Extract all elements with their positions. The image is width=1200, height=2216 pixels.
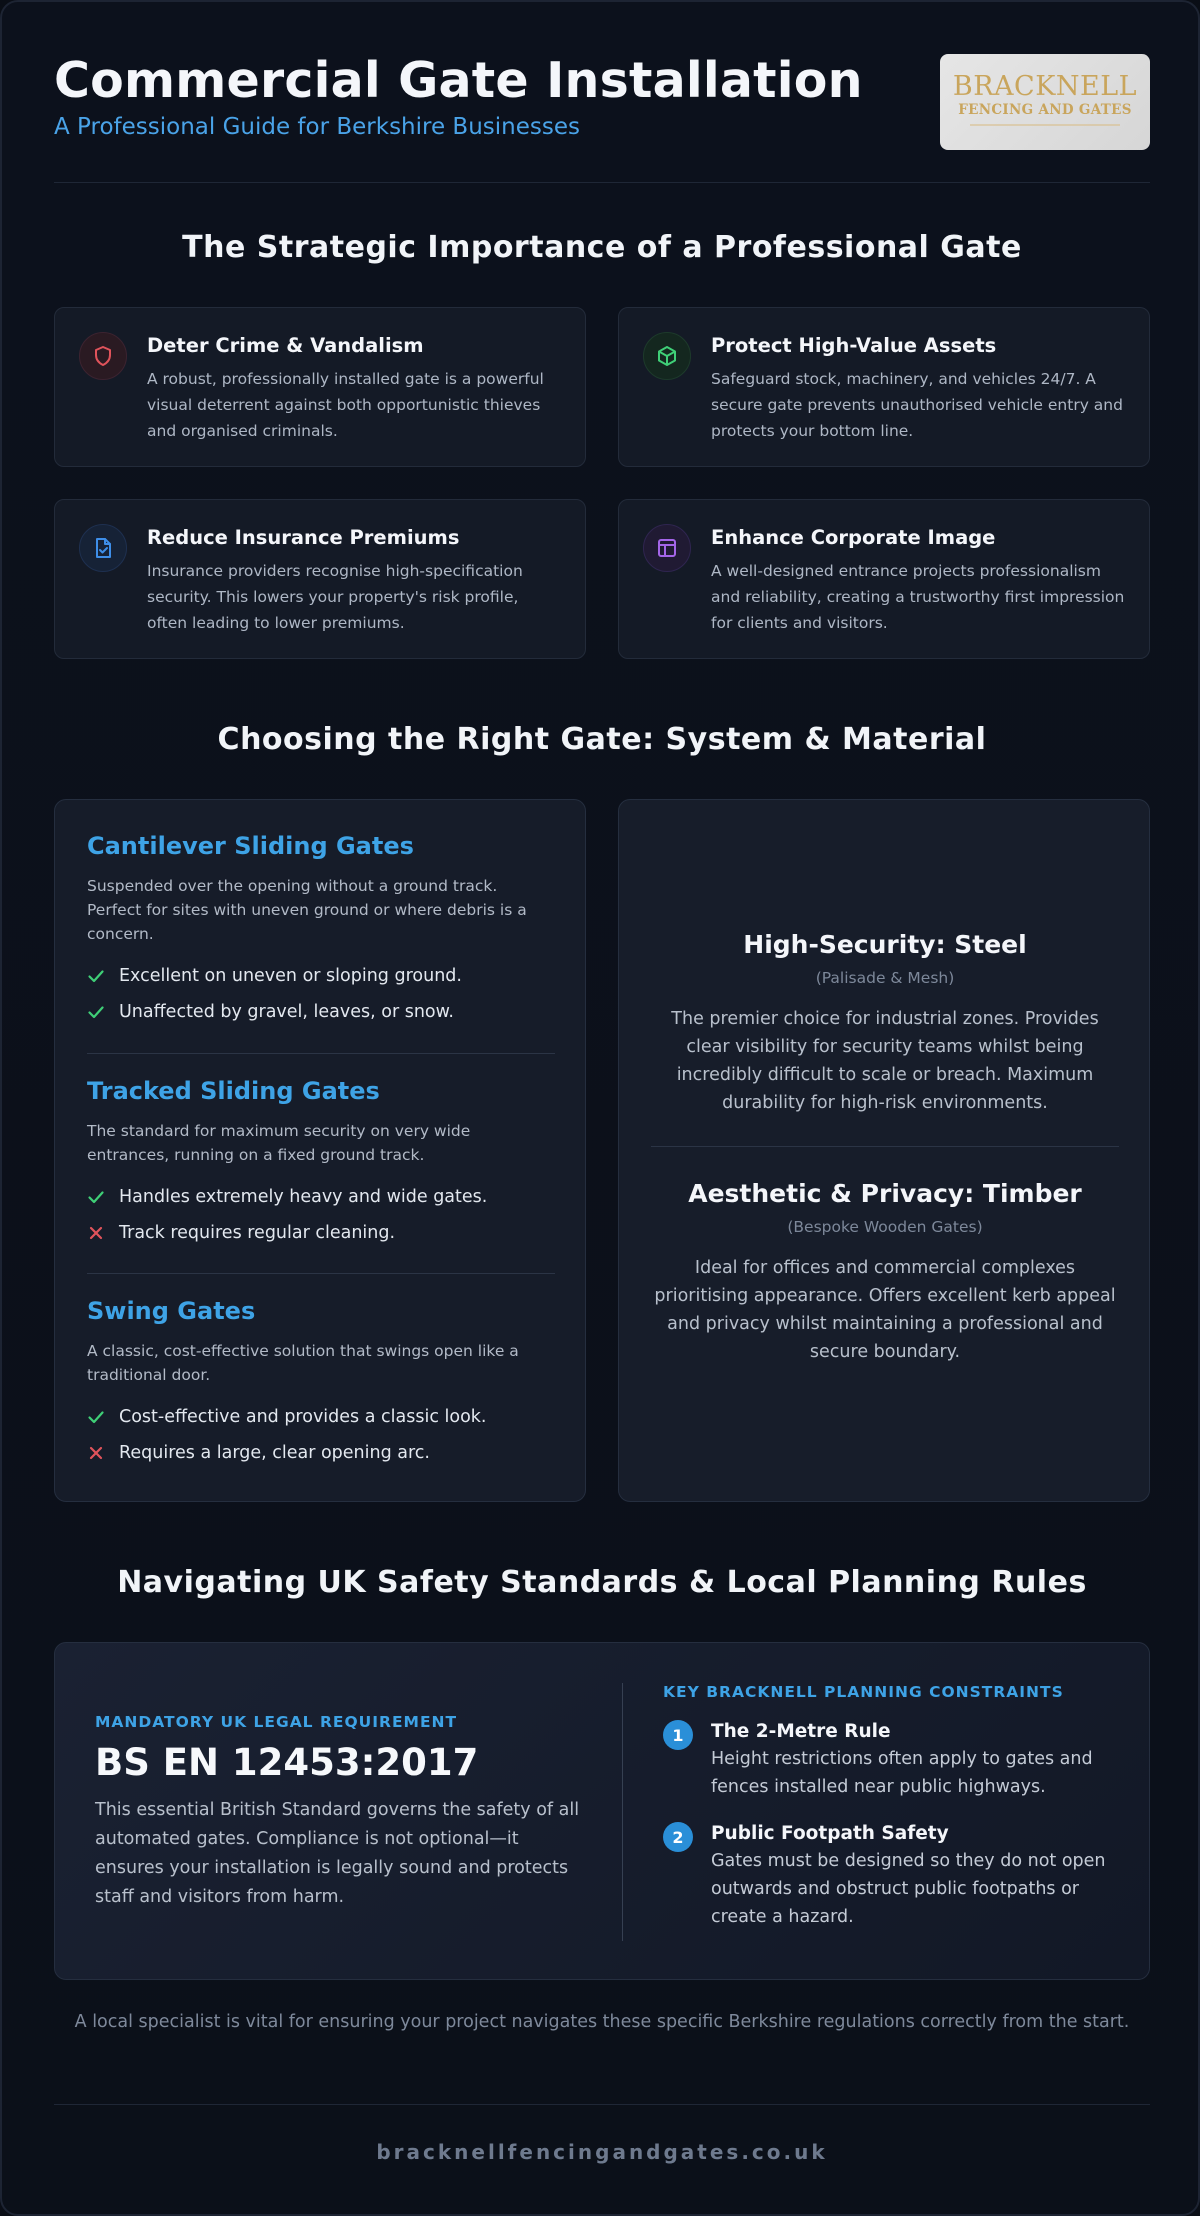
con-point bbox=[87, 1215, 555, 1251]
planning-kicker: KEY BRACKNELL PLANNING CONSTRAINTS bbox=[663, 1683, 1064, 1701]
pro-point bbox=[87, 1179, 555, 1215]
standard-code: BS EN 12453:2017 bbox=[95, 1741, 479, 1784]
rule-text: Height restrictions often apply to gates and fences installed near public highways. bbox=[711, 1749, 1093, 1797]
rule-title: The 2-Metre Rule bbox=[711, 1721, 891, 1742]
system-points bbox=[87, 1399, 555, 1471]
rule-text: Gates must be designed so they do not open outwards and obstruct public footpaths or create a hazard. bbox=[711, 1851, 1106, 1927]
page-title: Commercial Gate Installation bbox=[54, 52, 863, 109]
rule-number-badge: 2 bbox=[663, 1822, 693, 1852]
benefit-text: A robust, professionally installed gate is a powerful visual deterrent against both opportunistic thieves and organised criminals. bbox=[147, 370, 544, 440]
material-title: Aesthetic & Privacy: Timber bbox=[688, 1179, 1082, 1208]
check-icon bbox=[87, 1408, 119, 1426]
benefit-text: A well-designed entrance projects professionalism and reliability, creating a trustworthy first impression for clients and visitors. bbox=[711, 562, 1125, 632]
planning-constraints bbox=[663, 1683, 1123, 1931]
benefit-card-insurance bbox=[54, 499, 586, 659]
footer-website-link[interactable]: bracknellfencingandgates.co.uk bbox=[376, 2140, 828, 2164]
system-description: Suspended over the opening without a ground track. Perfect for sites with uneven ground or where debris is a concern. bbox=[87, 877, 527, 943]
benefit-title: Reduce Insurance Premiums bbox=[147, 526, 460, 549]
system-points bbox=[87, 1179, 555, 1251]
gate-materials-card bbox=[618, 799, 1150, 1502]
point-text: Handles extremely heavy and wide gates. bbox=[119, 1187, 488, 1207]
document-check-icon bbox=[79, 524, 127, 572]
pro-point bbox=[87, 958, 555, 994]
footer-divider bbox=[54, 2104, 1150, 2105]
material-steel bbox=[651, 930, 1119, 1117]
check-icon bbox=[87, 967, 119, 985]
specialist-note: A local specialist is vital for ensuring your project navigates these specific Berkshire regulations correctly from the start. bbox=[74, 2012, 1130, 2032]
point-text: Cost-effective and provides a classic look. bbox=[119, 1407, 487, 1427]
material-subtitle: (Bespoke Wooden Gates) bbox=[787, 1218, 983, 1236]
material-timber bbox=[651, 1179, 1119, 1366]
importance-heading: The Strategic Importance of a Professional Gate bbox=[182, 230, 1022, 265]
shield-icon bbox=[79, 332, 127, 380]
gate-systems-card bbox=[54, 799, 586, 1502]
page-subtitle: A Professional Guide for Berkshire Businesses bbox=[54, 114, 580, 140]
standards-heading: Navigating UK Safety Standards & Local Planning Rules bbox=[117, 1565, 1087, 1600]
benefit-title: Deter Crime & Vandalism bbox=[147, 334, 424, 357]
point-text: Requires a large, clear opening arc. bbox=[119, 1443, 430, 1463]
gate-system-cantilever bbox=[87, 832, 555, 1030]
logo-rule bbox=[970, 124, 1120, 126]
gate-system-tracked bbox=[87, 1077, 555, 1251]
standards-divider bbox=[622, 1683, 623, 1941]
logo-tagline: FENCING AND GATES bbox=[958, 102, 1132, 118]
box-icon bbox=[643, 332, 691, 380]
company-logo[interactable] bbox=[940, 54, 1150, 150]
rule-number-badge: 1 bbox=[663, 1720, 693, 1750]
legal-kicker: MANDATORY UK LEGAL REQUIREMENT bbox=[95, 1713, 458, 1731]
legal-requirement bbox=[95, 1713, 585, 1912]
material-description: The premier choice for industrial zones. Provides clear visibility for security teams whilst being incredibly difficult to scale or breach. Maximum durability for high-risk environments. bbox=[671, 1009, 1099, 1113]
benefit-title: Protect High-Value Assets bbox=[711, 334, 997, 357]
benefit-title: Enhance Corporate Image bbox=[711, 526, 996, 549]
system-title: Swing Gates bbox=[87, 1297, 256, 1325]
standards-card bbox=[54, 1642, 1150, 1980]
benefit-text: Insurance providers recognise high-specification security. This lowers your property's risk profile, often leading to lower premiums. bbox=[147, 562, 523, 632]
planning-rule bbox=[663, 1719, 1123, 1801]
benefit-card-image bbox=[618, 499, 1150, 659]
cross-icon bbox=[87, 1444, 119, 1462]
benefit-card-assets bbox=[618, 307, 1150, 467]
con-point bbox=[87, 1435, 555, 1471]
check-icon bbox=[87, 1188, 119, 1206]
point-text: Excellent on uneven or sloping ground. bbox=[119, 966, 462, 986]
benefit-text: Safeguard stock, machinery, and vehicles 24/7. A secure gate prevents unauthorised vehicle entry and protects your bottom line. bbox=[711, 370, 1123, 440]
system-title: Cantilever Sliding Gates bbox=[87, 832, 414, 860]
material-divider bbox=[651, 1146, 1119, 1147]
pro-point bbox=[87, 1399, 555, 1435]
choosing-heading: Choosing the Right Gate: System & Material bbox=[217, 722, 987, 757]
system-description: A classic, cost-effective solution that swings open like a traditional door. bbox=[87, 1342, 519, 1384]
header bbox=[54, 52, 1150, 182]
point-text: Unaffected by gravel, leaves, or snow. bbox=[119, 1002, 454, 1022]
gate-system-swing bbox=[87, 1297, 555, 1471]
benefit-card-crime bbox=[54, 307, 586, 467]
standard-description: This essential British Standard governs the safety of all automated gates. Compliance is not optional—it ensures your installation is legally sound and protects staff and visitors from harm. bbox=[95, 1800, 580, 1907]
material-description: Ideal for offices and commercial complexes prioritising appearance. Offers excellent kerb appeal and privacy whilst maintaining a professional and secure boundary. bbox=[654, 1258, 1116, 1362]
header-divider bbox=[54, 182, 1150, 183]
material-title: High-Security: Steel bbox=[743, 930, 1027, 959]
system-title: Tracked Sliding Gates bbox=[87, 1077, 380, 1105]
system-description: The standard for maximum security on very wide entrances, running on a fixed ground track. bbox=[87, 1122, 471, 1164]
cross-icon bbox=[87, 1224, 119, 1242]
rule-title: Public Footpath Safety bbox=[711, 1823, 949, 1844]
check-icon bbox=[87, 1003, 119, 1021]
pro-point bbox=[87, 994, 555, 1030]
planning-rule bbox=[663, 1821, 1123, 1931]
system-divider bbox=[87, 1273, 555, 1274]
layout-icon bbox=[643, 524, 691, 572]
logo-wordmark: BRACKNELL bbox=[952, 71, 1138, 102]
point-text: Track requires regular cleaning. bbox=[119, 1223, 396, 1243]
system-divider bbox=[87, 1053, 555, 1054]
system-points bbox=[87, 958, 555, 1030]
material-subtitle: (Palisade & Mesh) bbox=[815, 969, 955, 987]
